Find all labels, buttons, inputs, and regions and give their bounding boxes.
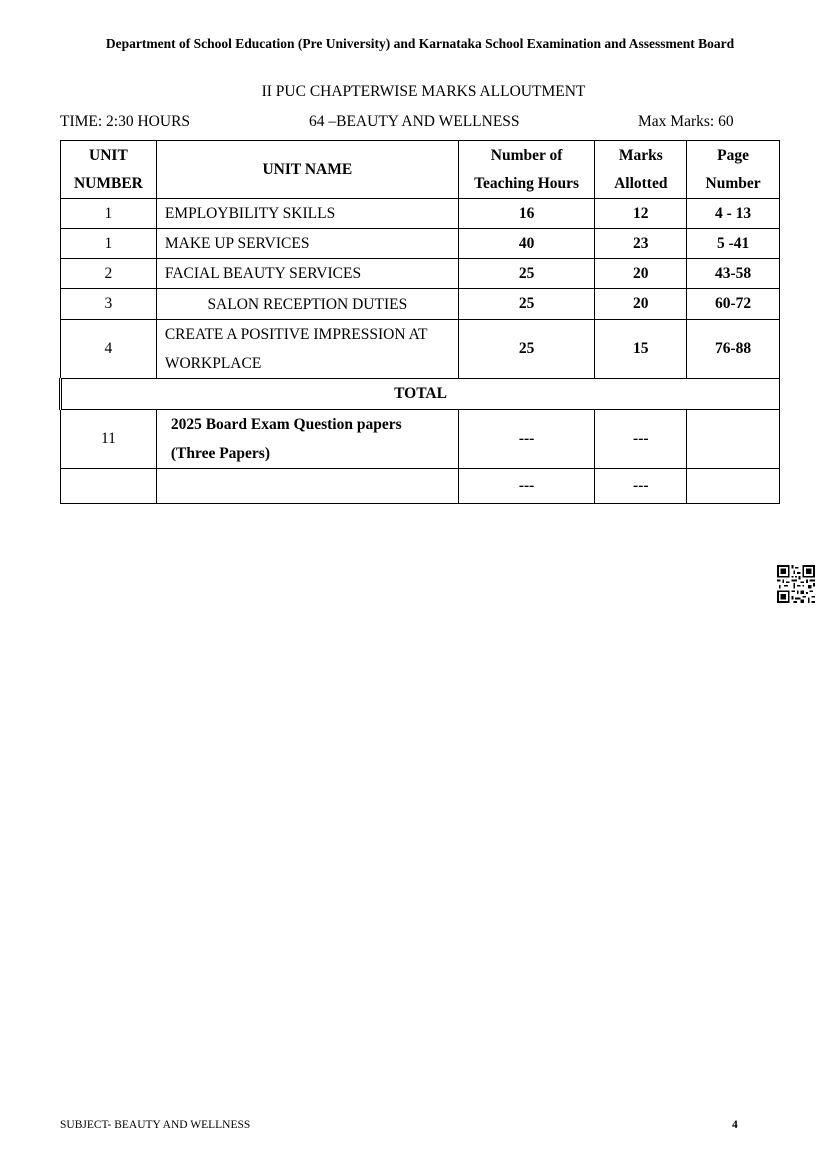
unit-number: 1 [61,229,157,259]
marks-allotted: 20 [595,259,687,289]
unit-number: 3 [61,289,157,320]
marks-allotted: 23 [595,229,687,259]
page-range [687,469,780,504]
unit-name: SALON RECEPTION DUTIES [156,289,458,320]
page-range: 60-72 [687,289,780,320]
table-header-row [61,141,780,199]
footer-subject: SUBJECT- BEAUTY AND WELLNESS [60,1119,251,1131]
table-row [61,229,780,259]
unit-name [156,469,458,504]
header-unit-number [61,141,157,199]
max-marks: Max Marks: 60 [638,113,734,130]
header-page-line2: Number [705,174,761,192]
unit-name: FACIAL BEAUTY SERVICES [156,259,458,289]
unit-number: 1 [61,199,157,229]
page-range: 5 -41 [687,229,780,259]
board-header: Department of School Education (Pre University) and Karnataka School Examination and Assessment Board [105,36,735,51]
exam-time: TIME: 2:30 HOURS [60,113,191,130]
question-papers-row [61,410,780,469]
teaching-hours: 25 [458,259,595,289]
teaching-hours: --- [458,410,595,469]
subject-code: 64 –BEAUTY AND WELLNESS [309,113,520,130]
unit-number: 4 [61,320,157,379]
footer-page-number: 4 [732,1119,738,1131]
table-row [61,199,780,229]
qr-code-icon [777,565,815,603]
question-papers-name [156,410,458,469]
unit-name-line2: WORKPLACE [164,355,262,372]
question-papers-line2: (Three Papers) [170,445,270,462]
header-hours-line2: Teaching Hours [474,174,580,192]
marks-allotted: --- [595,410,687,469]
header-marks-allotted [595,141,687,199]
teaching-hours: 40 [458,229,595,259]
header-page-line1: Page [717,146,750,164]
header-hours-line1: Number of [490,146,563,164]
unit-name: EMPLOYBILITY SKILLS [156,199,458,229]
marks-allotted: 15 [595,320,687,379]
table-row [61,469,780,504]
unit-name-line1: CREATE A POSITIVE IMPRESSION AT [164,326,428,343]
page-range: 43-58 [687,259,780,289]
header-page-number [687,141,780,199]
document-title: II PUC CHAPTERWISE MARKS ALLOUTMENT [261,83,586,100]
total-row [61,379,780,410]
unit-name [156,320,458,379]
marks-allotted: 20 [595,289,687,320]
unit-number [61,469,157,504]
teaching-hours: --- [458,469,595,504]
table-row [61,259,780,289]
header-teaching-hours [458,141,595,199]
unit-name: MAKE UP SERVICES [156,229,458,259]
page-range: 4 - 13 [687,199,780,229]
page-range [687,410,780,469]
header-marks-line1: Marks [618,146,663,164]
marks-allotted: --- [595,469,687,504]
total-label: TOTAL [61,379,780,410]
table-row [61,289,780,320]
teaching-hours: 25 [458,320,595,379]
teaching-hours: 16 [458,199,595,229]
marks-allotment-table [59,140,780,504]
unit-number: 11 [61,410,157,469]
unit-number: 2 [61,259,157,289]
table-row [61,320,780,379]
header-unit-number-line1: UNIT [89,146,128,164]
header-unit-name: UNIT NAME [156,141,458,199]
marks-allotted: 12 [595,199,687,229]
header-unit-number-line2: NUMBER [73,174,143,192]
page-range: 76-88 [687,320,780,379]
header-marks-line2: Allotted [614,174,668,192]
question-papers-line1: 2025 Board Exam Question papers [170,416,402,433]
teaching-hours: 25 [458,289,595,320]
